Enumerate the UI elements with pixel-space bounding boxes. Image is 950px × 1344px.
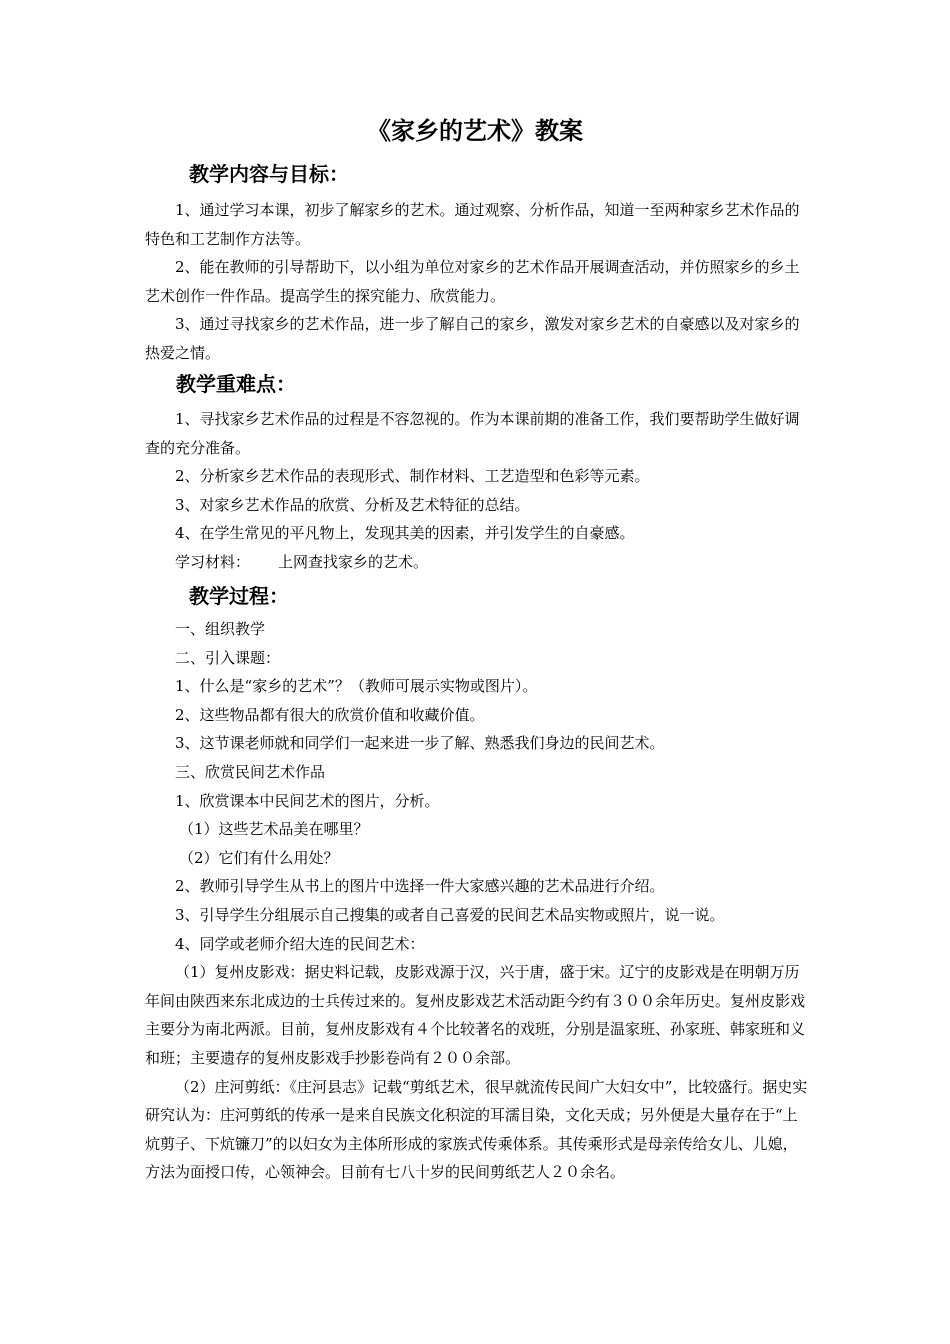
materials-label: 学习材料： [175, 552, 251, 571]
difficulty-item: 2、分析家乡艺术作品的表现形式、制作材料、工艺造型和色彩等元素。 [175, 467, 650, 486]
process-line: （1）这些艺术品美在哪里？ [179, 820, 369, 839]
difficulty-item: 1、寻找家乡艺术作品的过程是不容忽视的。作为本课前期的准备工作，我们要帮助学生做好调查的充分准备。 [145, 410, 800, 457]
process-line: （2）它们有什么用处？ [179, 848, 339, 867]
objective-item: 3、通过寻找家乡的艺术作品，进一步了解自己的家乡，激发对家乡艺术的自豪感以及对家乡的热爱之情。 [145, 315, 800, 362]
process-line: 2、教师引导学生从书上的图片中选择一件大家感兴趣的艺术品进行介绍。 [175, 877, 665, 896]
objective-item: 2、能在教师的引导帮助下，以小组为单位对家乡的艺术作品开展调查活动，并仿照家乡的乡土艺术创作一件作品。提高学生的探究能力、欣赏能力。 [145, 258, 800, 305]
process-line: 4、同学或老师介绍大连的民间艺术： [175, 934, 425, 953]
materials-value: 上网查找家乡的艺术。 [278, 552, 429, 571]
difficulty-item: 3、对家乡艺术作品的欣赏、分析及艺术特征的总结。 [175, 495, 530, 514]
difficulties-section [145, 405, 810, 577]
heading-key-difficulties: 教学重难点： [176, 372, 296, 396]
objectives-section [145, 196, 810, 368]
objective-item: 1、通过学习本课，初步了解家乡的艺术。通过观察、分析作品，知道一至两种家乡艺术作品的特色和工艺制作方法等。 [145, 201, 800, 248]
process-line: 1、欣赏课本中民间艺术的图片，分析。 [175, 791, 440, 810]
heading-teaching-process: 教学过程： [189, 584, 289, 608]
process-line: 3、引导学生分组展示自己搜集的或者自己喜爱的民间艺术品实物或照片，说一说。 [175, 905, 725, 924]
process-section [145, 615, 810, 1187]
process-line: 3、这节课老师就和同学们一起来进一步了解、熟悉我们身边的民间艺术。 [175, 734, 665, 753]
shadow-play-paragraph: （1）复州皮影戏：据史料记载，皮影戏源于汉，兴于唐，盛于宋。辽宁的皮影戏是在明朝万历年间由陕西来东北成边的士兵传过来的。复州皮影戏艺术活动距今约有３００余年历史。复州皮影戏主要分为南北两派。目前，复州皮影戏有４个比较著名的戏班，分别是温家班、孙家班、韩家班和义和班；主要遗存的复州皮影戏手抄影卷尚有２００余部。 [145, 963, 806, 1067]
process-line: 2、这些物品都有很大的欣赏价值和收藏价值。 [175, 705, 485, 724]
process-line: 二、引入课题： [175, 648, 281, 667]
process-line: 三、欣赏民间艺术作品 [175, 762, 326, 781]
materials-line [145, 548, 810, 577]
difficulty-item: 4、在学生常见的平凡物上，发现其美的因素，并引发学生的自豪感。 [175, 524, 635, 543]
paper-cutting-paragraph: （2）庄河剪纸：《庄河县志》记载“剪纸艺术，很早就流传民间广大妇女中”，比较盛行。据史实研究认为：庄河剪纸的传承一是来自民族文化积淀的耳濡目染，文化天成；另外便是大量存在于“上炕剪子、下炕镰刀”的以妇女为主体所形成的家族式传乘体系。其传乘形式是母亲传给女儿、儿媳，方法为面授口传，心领神会。目前有七八十岁的民间剪纸艺人２０余名。 [145, 1077, 808, 1182]
process-line: 1、什么是“家乡的艺术”？（教师可展示实物或图片）。 [175, 677, 538, 696]
page-title: 《家乡的艺术》教案 [367, 117, 583, 145]
process-line: 一、组织教学 [175, 620, 266, 638]
heading-content-objectives: 教学内容与目标： [189, 162, 349, 186]
